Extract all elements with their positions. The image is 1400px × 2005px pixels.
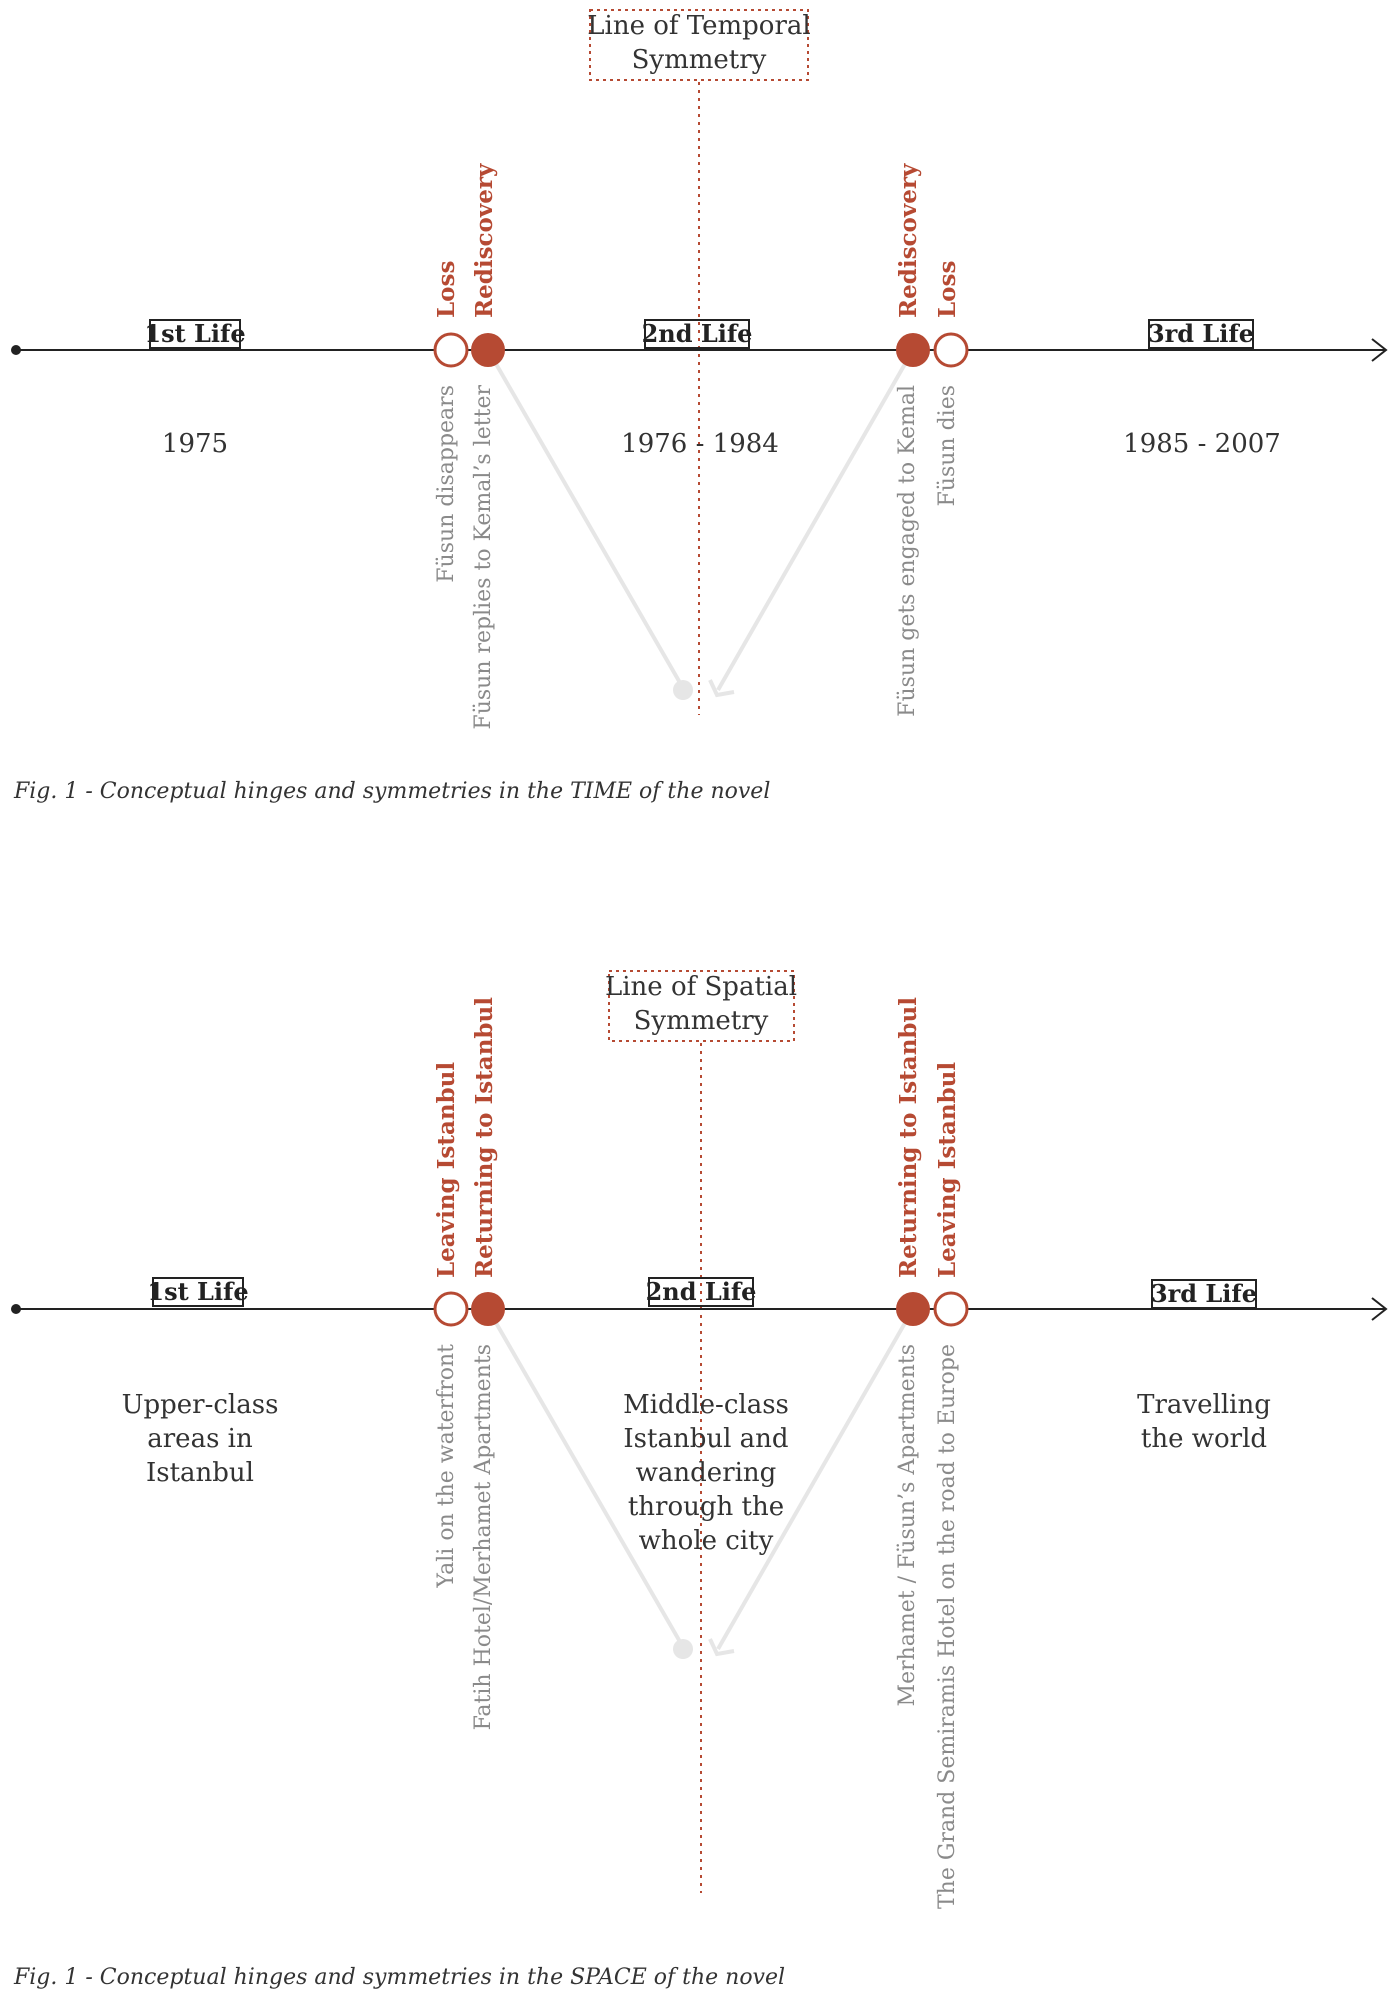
- left-detail-label-2: Füsun replies to Kemal’s letter: [471, 385, 496, 730]
- returning-circle-filled: [471, 1292, 505, 1326]
- axis-start-dot: [11, 1304, 21, 1314]
- svg-text:Travelling: Travelling: [1137, 1390, 1271, 1420]
- left-event-label-2: Returning to Istanbul: [471, 997, 498, 1278]
- leaving-circle-open: [935, 1293, 967, 1325]
- right-detail-label-2: Füsun dies: [935, 385, 960, 507]
- symmetry-arrows: [488, 350, 913, 700]
- axis-start-dot: [11, 345, 21, 355]
- life-label-2: 2nd Life: [641, 319, 753, 348]
- right-event-label-1: Rediscovery: [895, 163, 922, 318]
- loss-circle-open: [435, 334, 467, 366]
- svg-text:the world: the world: [1140, 1424, 1268, 1454]
- figure-caption: Fig. 1 - Conceptual hinges and symmetries in the TIME of the novel: [14, 779, 771, 804]
- arrow-right-diagonal: [718, 350, 913, 690]
- svg-text:wandering: wandering: [635, 1458, 777, 1488]
- life-3-description: 1985 - 2007: [1123, 429, 1281, 459]
- life-1-description: [122, 1390, 279, 1488]
- arrow-left-diagonal: [488, 350, 683, 688]
- svg-text:Upper-class: Upper-class: [121, 1390, 279, 1420]
- svg-text:whole city: whole city: [638, 1526, 774, 1556]
- left-detail-label-1: Füsun disappears: [434, 385, 459, 583]
- space-diagram-canvas: [0, 960, 1400, 2005]
- time-diagram-canvas: [0, 0, 1400, 1000]
- right-detail-label-2: The Grand Semiramis Hotel on the road to Europe: [935, 1344, 960, 1909]
- left-event-label-2: Rediscovery: [471, 163, 498, 318]
- symmetry-label-line1: Line of Temporal: [587, 11, 811, 41]
- life-2-description: [623, 1390, 789, 1556]
- loss-circle-open: [935, 334, 967, 366]
- symmetry-label-line2: Symmetry: [633, 1006, 769, 1036]
- life-1-description: 1975: [161, 429, 229, 459]
- time-diagram: [0, 0, 1400, 1000]
- rediscovery-circle-filled: [471, 333, 505, 367]
- life-label-1: 1st Life: [147, 1277, 249, 1306]
- arrow-dot: [673, 680, 693, 700]
- life-label-2: 2nd Life: [645, 1277, 757, 1306]
- space-diagram: [0, 960, 1400, 2005]
- left-detail-label-2: Fatih Hotel/Merhamet Apartments: [471, 1344, 496, 1731]
- svg-text:through the: through the: [627, 1492, 785, 1522]
- right-event-label-1: Returning to Istanbul: [895, 997, 922, 1278]
- life-label-3: 3rd Life: [1147, 319, 1255, 348]
- right-detail-label-1: Merhamet / Füsun’s Apartments: [895, 1344, 920, 1707]
- life-3-description: [1137, 1390, 1271, 1454]
- life-2-description: 1976 - 1984: [621, 429, 779, 459]
- left-event-label-1: Leaving Istanbul: [433, 1061, 460, 1278]
- left-event-label-1: Loss: [433, 260, 460, 318]
- svg-text:Istanbul: Istanbul: [145, 1458, 255, 1488]
- svg-text:Middle-class: Middle-class: [623, 1390, 789, 1420]
- arrow-dot: [673, 1639, 693, 1659]
- life-label-3: 3rd Life: [1150, 1279, 1258, 1308]
- symmetry-label-line1: Line of Spatial: [604, 972, 798, 1002]
- right-detail-label-1: Füsun gets engaged to Kemal: [895, 385, 920, 717]
- life-label-1: 1st Life: [144, 319, 246, 348]
- figure-caption: Fig. 1 - Conceptual hinges and symmetries in the SPACE of the novel: [14, 1965, 786, 1990]
- right-event-label-2: Leaving Istanbul: [934, 1061, 961, 1278]
- right-event-label-2: Loss: [934, 260, 961, 318]
- rediscovery-circle-filled: [896, 333, 930, 367]
- leaving-circle-open: [435, 1293, 467, 1325]
- symmetry-label-line2: Symmetry: [631, 45, 767, 75]
- svg-text:areas in: areas in: [147, 1424, 253, 1454]
- svg-text:Istanbul and: Istanbul and: [623, 1424, 789, 1454]
- left-detail-label-1: Yali on the waterfront: [434, 1344, 459, 1588]
- returning-circle-filled: [896, 1292, 930, 1326]
